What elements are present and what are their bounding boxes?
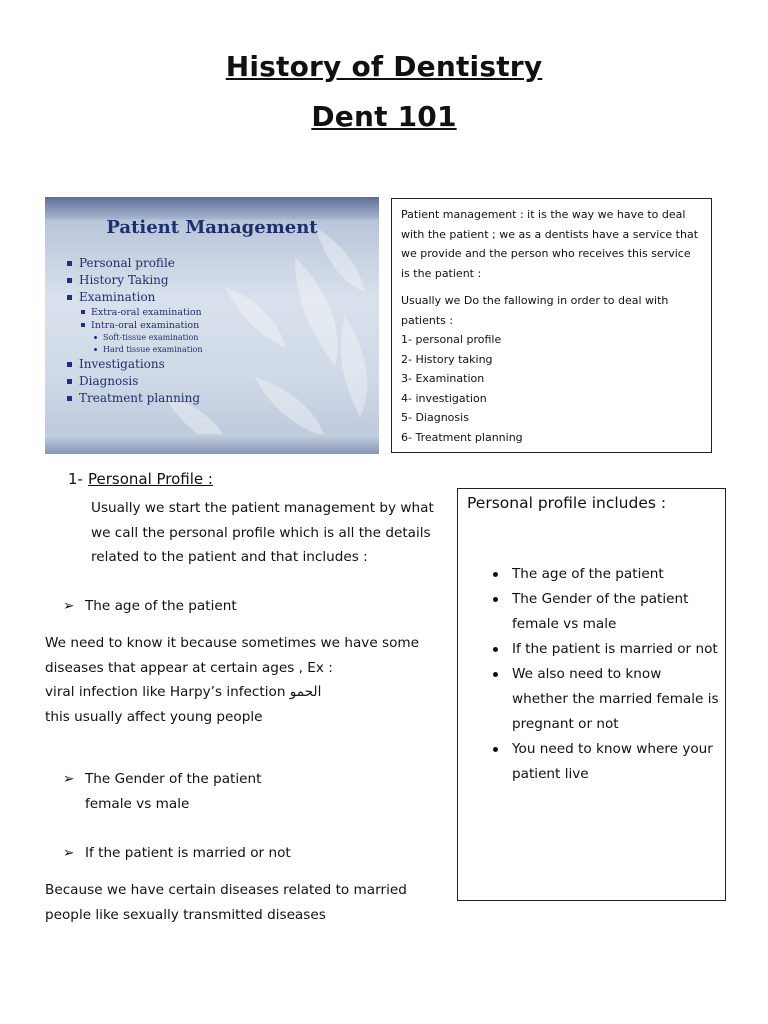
age-line: We need to know it because sometimes we have some	[45, 635, 420, 651]
slide-bullet-item: History Taking	[65, 272, 202, 289]
summary-heading: Personal profile includes :	[467, 494, 667, 512]
arabic-term: الحمو	[289, 684, 322, 700]
step-item: 2- History taking	[401, 352, 493, 366]
slide-bottom-band	[45, 434, 379, 454]
age-line	[45, 680, 445, 705]
section-heading	[68, 470, 213, 488]
age-item-text: The age of the patient	[85, 598, 237, 614]
gender-item-text: The Gender of the patient	[85, 771, 262, 787]
step-item: 1- personal profile	[401, 333, 502, 346]
section-number: 1-	[68, 470, 83, 488]
section-intro: Usually we start the patient management by what we call the personal profile which is all the details related to the patient and that includes :	[91, 500, 434, 565]
summary-list-item: If the patient is married or not	[458, 637, 727, 662]
slide-bullet-list	[65, 255, 202, 407]
age-item	[63, 594, 237, 619]
married-explanation	[45, 878, 445, 927]
step-item: 6- Treatment planning	[401, 430, 523, 444]
gender-item	[63, 767, 261, 816]
course-code: Dent 101	[311, 100, 457, 133]
personal-profile-summary-box	[457, 488, 726, 901]
summary-list	[458, 562, 727, 787]
slide-bullet-item: Examination	[65, 289, 202, 306]
summary-list-item: You need to know where your patient live	[458, 737, 727, 787]
patient-management-slide	[45, 197, 379, 454]
steps-list	[401, 330, 702, 447]
summary-list-item: We also need to know whether the married female is pregnant or not	[458, 662, 727, 737]
age-explanation	[45, 631, 445, 729]
slide-bullet-item: Extra-oral examination	[65, 306, 202, 319]
slide-bullet-item: Personal profile	[65, 255, 202, 272]
married-line: people like sexually transmitted diseases	[45, 906, 326, 923]
summary-list-item: The age of the patient	[458, 562, 727, 587]
slide-title: Patient Management	[106, 217, 318, 238]
definition-text: Patient management : it is the way we have to deal with the patient ; we as a dentists have a service that we provide and the person who receives this service is the patient :	[401, 208, 699, 280]
slide-bullet-item: Investigations	[65, 356, 202, 373]
married-item-text: If the patient is married or not	[85, 845, 291, 861]
married-item	[63, 841, 291, 866]
slide-bullet-item: Soft-tissue examination	[65, 332, 202, 344]
step-item: 3- Examination	[401, 372, 485, 385]
slide-bullet-item: Hard tissue examination	[65, 344, 202, 356]
patient-management-definition-box	[391, 198, 712, 453]
document-title: History of Dentistry	[225, 50, 543, 83]
usually-text: Usually we Do the fallowing in order to deal with patients :	[401, 294, 669, 327]
arrow-bullet-icon: ➢	[63, 845, 75, 861]
age-line: diseases that appear at certain ages , Ex :	[45, 659, 333, 676]
slide-bullet-item: Diagnosis	[65, 373, 202, 390]
slide-bullet-item: Treatment planning	[65, 390, 202, 407]
step-item: 4- investigation	[401, 391, 487, 405]
age-line-prefix: viral infection like Harpy’s infection	[45, 684, 286, 700]
married-line: Because we have certain diseases related to married	[45, 882, 407, 898]
slide-bullet-item: Intra-oral examination	[65, 319, 202, 332]
arrow-bullet-icon: ➢	[63, 771, 75, 787]
section-heading-text: Personal Profile :	[87, 470, 213, 488]
arrow-bullet-icon: ➢	[63, 598, 75, 614]
summary-list-item: The Gender of the patient female vs male	[458, 587, 727, 637]
gender-sub-text: female vs male	[85, 795, 190, 812]
age-line: this usually affect young people	[45, 708, 263, 725]
step-item: 5- Diagnosis	[401, 411, 469, 424]
